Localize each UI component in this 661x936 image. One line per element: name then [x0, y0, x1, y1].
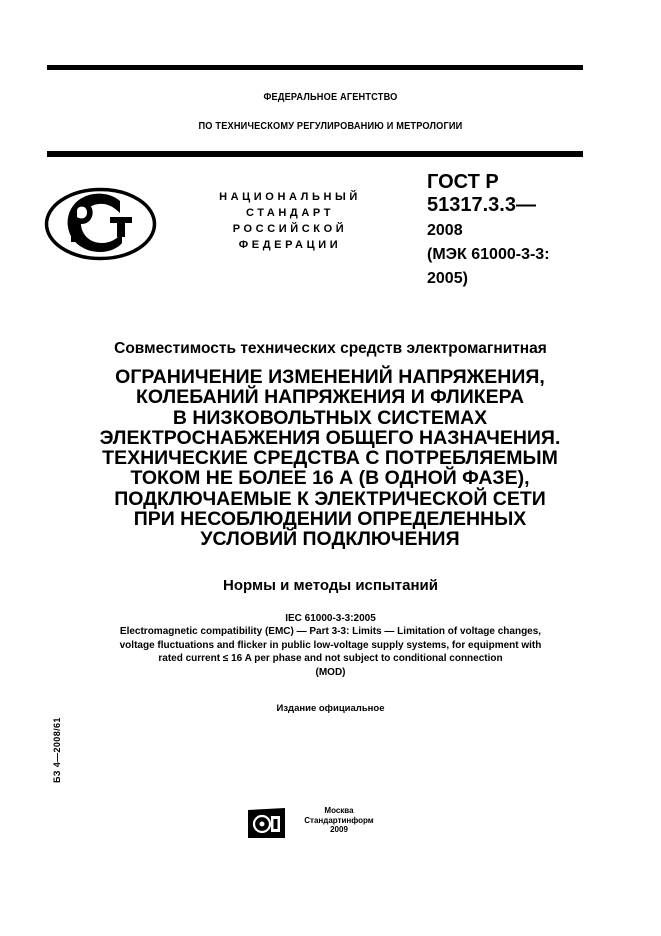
national-standard-label	[200, 189, 380, 253]
title-line: ПРИ НЕСОБЛЮДЕНИИ ОПРЕДЕЛЕННЫХ	[133, 508, 527, 531]
publisher-year: 2009	[330, 825, 348, 834]
national-standard-line: ФЕДЕРАЦИИ	[238, 239, 342, 251]
iec-line: voltage fluctuations and flicker in public low-voltage supply systems, for equipment with	[119, 639, 542, 651]
title-line: ОГРАНИЧЕНИЕ ИЗМЕНЕНИЙ НАПРЯЖЕНИЯ,	[115, 366, 545, 388]
designation-line: 2008	[427, 222, 463, 239]
designation-line: ГОСТ Р	[427, 171, 499, 193]
iec-line: IEC 61000-3-3:2005	[285, 613, 376, 624]
title-line: ЭЛЕКТРОСНАБЖЕНИЯ ОБЩЕГО НАЗНАЧЕНИЯ.	[99, 426, 561, 449]
official-edition-label: Издание официальное	[276, 703, 385, 714]
designation-line: 51317.3.3—	[427, 194, 536, 216]
side-code: БЗ 4—2008/61	[52, 717, 62, 783]
header-rule	[47, 151, 583, 157]
top-rule	[47, 65, 583, 70]
title-line: В НИЗКОВОЛЬТНЫХ СИСТЕМАХ	[172, 406, 488, 429]
national-standard-line: СТАНДАРТ	[245, 207, 335, 219]
designation-line: (МЭК 61000-3-3:	[427, 246, 550, 263]
title-line: УСЛОВИЙ ПОДКЛЮЧЕНИЯ	[200, 528, 460, 551]
iec-line: Electromagnetic compatibility (EMC) — Part 3-3: Limits — Limitation of voltage changes,	[119, 626, 542, 638]
national-standard-line: РОССИЙСКОЙ	[232, 223, 348, 235]
standard-designation	[427, 171, 550, 291]
publisher-imprint	[293, 806, 385, 835]
title-line: ПОДКЛЮЧАЕМЫЕ К ЭЛЕКТРИЧЕСКОЙ СЕТИ	[114, 487, 546, 510]
title-line: КОЛЕБАНИЙ НАПРЯЖЕНИЯ И ФЛИКЕРА	[135, 386, 525, 409]
iec-line: rated current ≤ 16 A per phase and not subject to conditional connection	[158, 653, 503, 665]
document-title	[30, 367, 630, 550]
title-line: ТОКОМ НЕ БОЛЕЕ 16 А (В ОДНОЙ ФАЗЕ),	[130, 467, 530, 490]
subject-heading: Совместимость технических средств электромагнитная	[114, 340, 547, 357]
standartinform-logo-icon	[247, 807, 287, 839]
gost-r-certification-logo-icon	[44, 187, 157, 261]
agency-name-line2: ПО ТЕХНИЧЕСКОМУ РЕГУЛИРОВАНИЮ И МЕТРОЛОГИИ	[198, 121, 463, 132]
national-standard-line: НАЦИОНАЛЬНЫЙ	[219, 191, 361, 203]
iec-line: (MOD)	[315, 666, 346, 678]
agency-name-line1: ФЕДЕРАЛЬНОЕ АГЕНТСТВО	[263, 92, 398, 103]
norms-subtitle: Нормы и методы испытаний	[223, 577, 438, 594]
title-line: ТЕХНИЧЕСКИЕ СРЕДСТВА С ПОТРЕБЛЯЕМЫМ	[102, 447, 558, 470]
iec-reference	[0, 612, 661, 679]
publisher-city: Москва	[324, 806, 354, 815]
publisher-name: Стандартинформ	[304, 815, 374, 825]
designation-line: 2005)	[427, 270, 468, 287]
